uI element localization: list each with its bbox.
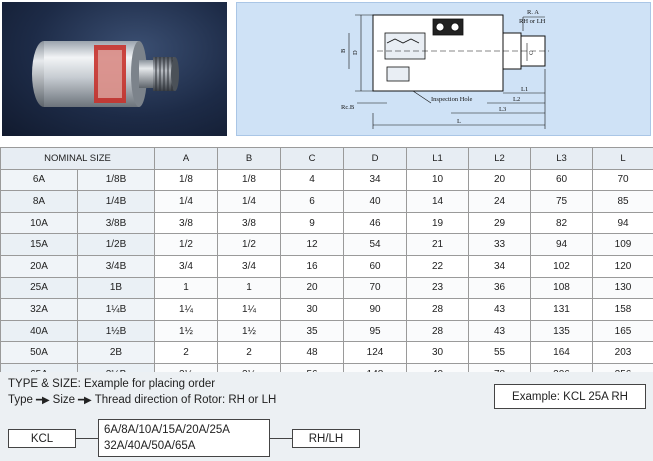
cell-c: 9 — [281, 212, 344, 234]
label-l: L — [457, 118, 461, 125]
connector-line — [270, 438, 292, 439]
table-row — [1, 320, 653, 342]
cell-l1: 28 — [407, 320, 469, 342]
cell-l3: 82 — [531, 212, 593, 234]
flow-size: Size — [52, 394, 76, 406]
cell-d: 60 — [344, 255, 407, 277]
cell-b: 1¼ — [218, 299, 281, 321]
header-b: B — [218, 148, 281, 170]
header-nominal-size: NOMINAL SIZE — [1, 148, 155, 170]
label-rc-b: Rc.B — [341, 104, 355, 111]
cell-l1: 23 — [407, 277, 469, 299]
cell-c: 12 — [281, 234, 344, 256]
cell-l3: 108 — [531, 277, 593, 299]
cell-l: 85 — [593, 191, 653, 213]
cell-l1: 22 — [407, 255, 469, 277]
cell-nominal-a: 25A — [1, 277, 78, 299]
cell-nominal-b: 1½B — [78, 320, 155, 342]
table-row — [1, 191, 653, 213]
cell-l1: 21 — [407, 234, 469, 256]
cell-l3: 60 — [531, 169, 593, 191]
cell-d: 95 — [344, 320, 407, 342]
label-l1: L1 — [521, 86, 529, 93]
cell-d: 70 — [344, 277, 407, 299]
cell-nominal-b: 1/4B — [78, 191, 155, 213]
cell-l3: 164 — [531, 342, 593, 364]
cell-a: 1/4 — [155, 191, 218, 213]
order-title: TYPE & SIZE: Example for placing order — [8, 378, 216, 390]
cell-nominal-a: 32A — [1, 299, 78, 321]
label-ra: R. A — [527, 9, 539, 16]
cell-a: 1 — [155, 277, 218, 299]
cell-d: 40 — [344, 191, 407, 213]
cell-l1: 19 — [407, 212, 469, 234]
header-c: C — [281, 148, 344, 170]
order-flow — [8, 394, 276, 406]
cell-c: 48 — [281, 342, 344, 364]
cell-l2: 55 — [469, 342, 531, 364]
cell-l2: 20 — [469, 169, 531, 191]
order-example-box: Example: KCL 25A RH — [494, 384, 646, 409]
cell-c: 6 — [281, 191, 344, 213]
header-l: L — [593, 148, 653, 170]
cell-a: 1/8 — [155, 169, 218, 191]
thread-box: RH/LH — [292, 429, 360, 448]
flow-type: Type — [8, 394, 33, 406]
cell-nominal-a: 8A — [1, 191, 78, 213]
header-l1: L1 — [407, 148, 469, 170]
sizes-box — [98, 419, 270, 457]
label-d: D — [352, 50, 359, 55]
cell-a: 3/8 — [155, 212, 218, 234]
cell-a: 1¼ — [155, 299, 218, 321]
cell-c: 20 — [281, 277, 344, 299]
cell-l3: 131 — [531, 299, 593, 321]
cell-nominal-b: 1/2B — [78, 234, 155, 256]
model-box: KCL — [8, 429, 76, 448]
table-row — [1, 234, 653, 256]
cell-nominal-a: 50A — [1, 342, 78, 364]
cell-nominal-b: 1¼B — [78, 299, 155, 321]
cell-nominal-a: 6A — [1, 169, 78, 191]
cell-a: 1½ — [155, 320, 218, 342]
header-d: D — [344, 148, 407, 170]
cell-l: 70 — [593, 169, 653, 191]
cell-l: 120 — [593, 255, 653, 277]
cell-nominal-a: 10A — [1, 212, 78, 234]
cell-l: 109 — [593, 234, 653, 256]
order-section — [0, 372, 653, 461]
cell-l2: 43 — [469, 299, 531, 321]
label-c: C — [528, 50, 535, 55]
cell-l2: 33 — [469, 234, 531, 256]
technical-drawing — [236, 2, 651, 136]
cell-b: 1 — [218, 277, 281, 299]
cell-l1: 30 — [407, 342, 469, 364]
sizes-line-1: 6A/8A/10A/15A/20A/25A — [104, 424, 230, 436]
cell-l3: 94 — [531, 234, 593, 256]
cell-c: 35 — [281, 320, 344, 342]
header-l2: L2 — [469, 148, 531, 170]
cell-l3: 102 — [531, 255, 593, 277]
cell-b: 3/8 — [218, 212, 281, 234]
sizes-line-2: 32A/40A/50A/65A — [104, 440, 196, 452]
cell-a: 2 — [155, 342, 218, 364]
cell-l1: 10 — [407, 169, 469, 191]
cell-l2: 29 — [469, 212, 531, 234]
cell-l: 165 — [593, 320, 653, 342]
table-row — [1, 299, 653, 321]
cell-d: 54 — [344, 234, 407, 256]
cell-c: 4 — [281, 169, 344, 191]
connector-line — [76, 438, 98, 439]
cell-l1: 14 — [407, 191, 469, 213]
label-l3: L3 — [499, 106, 507, 113]
cell-l1: 28 — [407, 299, 469, 321]
cell-nominal-b: 3/4B — [78, 255, 155, 277]
cell-c: 30 — [281, 299, 344, 321]
table-row — [1, 255, 653, 277]
cell-nominal-b: 1B — [78, 277, 155, 299]
cell-d: 46 — [344, 212, 407, 234]
arrow-right-icon: ━▶ — [35, 394, 50, 406]
rotary-joint-photo — [2, 2, 227, 136]
table-header-row — [1, 148, 653, 170]
cell-nominal-a: 40A — [1, 320, 78, 342]
cell-b: 1/8 — [218, 169, 281, 191]
cell-nominal-b: 3/8B — [78, 212, 155, 234]
cell-nominal-a: 15A — [1, 234, 78, 256]
table-row — [1, 169, 653, 191]
cell-a: 1/2 — [155, 234, 218, 256]
cell-a: 3/4 — [155, 255, 218, 277]
header-a: A — [155, 148, 218, 170]
label-inspection-hole: Inspection Hole — [431, 96, 473, 103]
cell-nominal-a: 20A — [1, 255, 78, 277]
product-photo — [2, 2, 227, 136]
label-rh-lh: RH or LH — [519, 18, 546, 25]
cell-d: 90 — [344, 299, 407, 321]
table-row — [1, 342, 653, 364]
cell-d: 34 — [344, 169, 407, 191]
cell-l2: 34 — [469, 255, 531, 277]
cell-l: 130 — [593, 277, 653, 299]
label-b: B — [340, 48, 347, 53]
cell-l2: 36 — [469, 277, 531, 299]
flow-thread: Thread direction of Rotor: RH or LH — [94, 394, 277, 406]
table-row — [1, 212, 653, 234]
cell-l3: 135 — [531, 320, 593, 342]
cell-nominal-b: 2B — [78, 342, 155, 364]
cell-l: 203 — [593, 342, 653, 364]
dimension-table — [0, 147, 653, 386]
cell-b: 3/4 — [218, 255, 281, 277]
cell-b: 2 — [218, 342, 281, 364]
dimension-drawing — [237, 3, 652, 137]
cell-l2: 24 — [469, 191, 531, 213]
table-row — [1, 277, 653, 299]
cell-l: 158 — [593, 299, 653, 321]
cell-nominal-b: 1/8B — [78, 169, 155, 191]
cell-d: 124 — [344, 342, 407, 364]
cell-c: 16 — [281, 255, 344, 277]
cell-l2: 43 — [469, 320, 531, 342]
arrow-right-icon: ━▶ — [78, 394, 92, 406]
cell-b: 1½ — [218, 320, 281, 342]
cell-b: 1/2 — [218, 234, 281, 256]
cell-l: 94 — [593, 212, 653, 234]
header-l3: L3 — [531, 148, 593, 170]
cell-l3: 75 — [531, 191, 593, 213]
cell-b: 1/4 — [218, 191, 281, 213]
label-l2: L2 — [513, 96, 521, 103]
